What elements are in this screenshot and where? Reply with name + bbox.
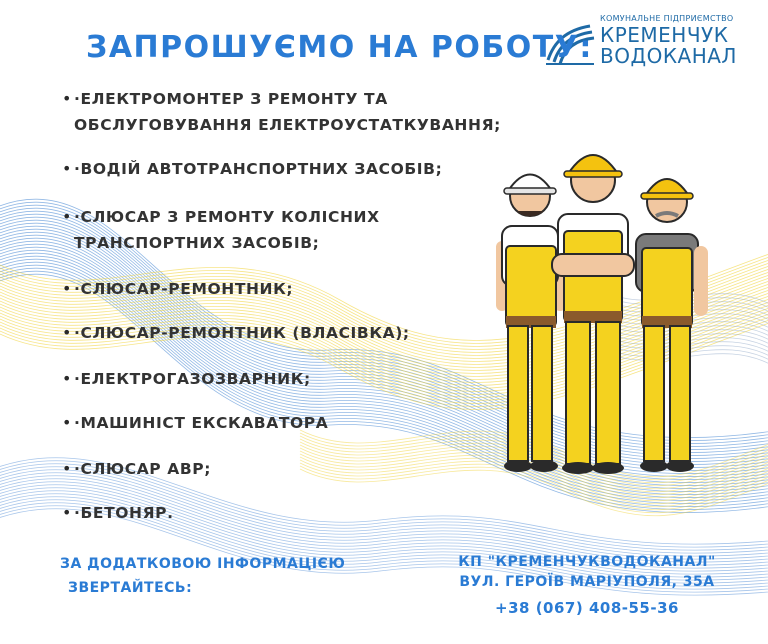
organization-name: КП "КРЕМЕНЧУКВОДОКАНАЛ" [458,554,716,570]
bullet: • [62,503,72,522]
logo-subtitle: КОМУНАЛЬНЕ ПІДПРИЄМСТВО [600,14,734,23]
logo-line-2: ВОДОКАНАЛ [600,44,737,68]
contact-info-line-1: ЗА ДОДАТКОВОЮ ІНФОРМАЦІЄЮ [60,556,346,572]
bullet: • [62,159,72,178]
bullet: • [62,279,72,298]
list-item [62,320,410,346]
job-label: ·ВОДІЙ АВТОТРАНСПОРТНИХ ЗАСОБІВ; [74,160,443,178]
bullet: • [62,459,72,478]
contact-info-line-2: ЗВЕРТАЙТЕСЬ: [68,580,193,596]
contact-details [452,552,722,618]
page-title: ЗАПРОШУЄМО НА РОБОТУ: [86,30,593,65]
list-item [62,410,328,436]
job-label: ·СЛЮСАР-РЕМОНТНИК; [74,280,294,298]
workers-illustration [466,136,726,486]
job-label: ·ЕЛЕКТРОМОНТЕР З РЕМОНТУ ТА ОБСЛУГОВУВАННЯ ЕЛЕКТРОУСТАТКУВАННЯ; [74,90,501,134]
job-label: ·СЛЮСАР АВР; [74,460,212,478]
job-label: ·БЕТОНЯР. [74,504,174,522]
job-label: ·СЛЮСАР З РЕМОНТУ КОЛІСНИХ ТРАНСПОРТНИХ ЗАСОБІВ; [74,208,380,252]
phone-number[interactable]: +38 (067) 408-55-36 [495,599,679,617]
job-label: ·СЛЮСАР-РЕМОНТНИК (ВЛАСІВКА); [74,324,410,342]
bullet: • [62,369,72,388]
list-item [62,456,211,482]
worker-left [496,175,566,473]
contact-info [60,552,360,600]
list-item [62,204,384,256]
list-item [62,86,542,138]
logo-line-1: КРЕМЕНЧУК [600,23,729,47]
list-item [62,366,311,392]
bullet: • [62,89,72,108]
bullet: • [62,207,72,226]
worker-right [636,179,708,472]
list-item [62,276,293,302]
list-item [62,156,442,182]
job-label: ·ЕЛЕКТРОГАЗОЗВАРНИК; [74,370,311,388]
bullet: • [62,323,72,342]
list-item [62,500,174,526]
address: ВУЛ. ГЕРОЇВ МАРІУПОЛЯ, 35А [459,574,715,590]
bullet: • [62,413,72,432]
job-label: ·МАШИНІСТ ЕКСКАВАТОРА [74,414,329,432]
worker-middle [552,155,634,474]
